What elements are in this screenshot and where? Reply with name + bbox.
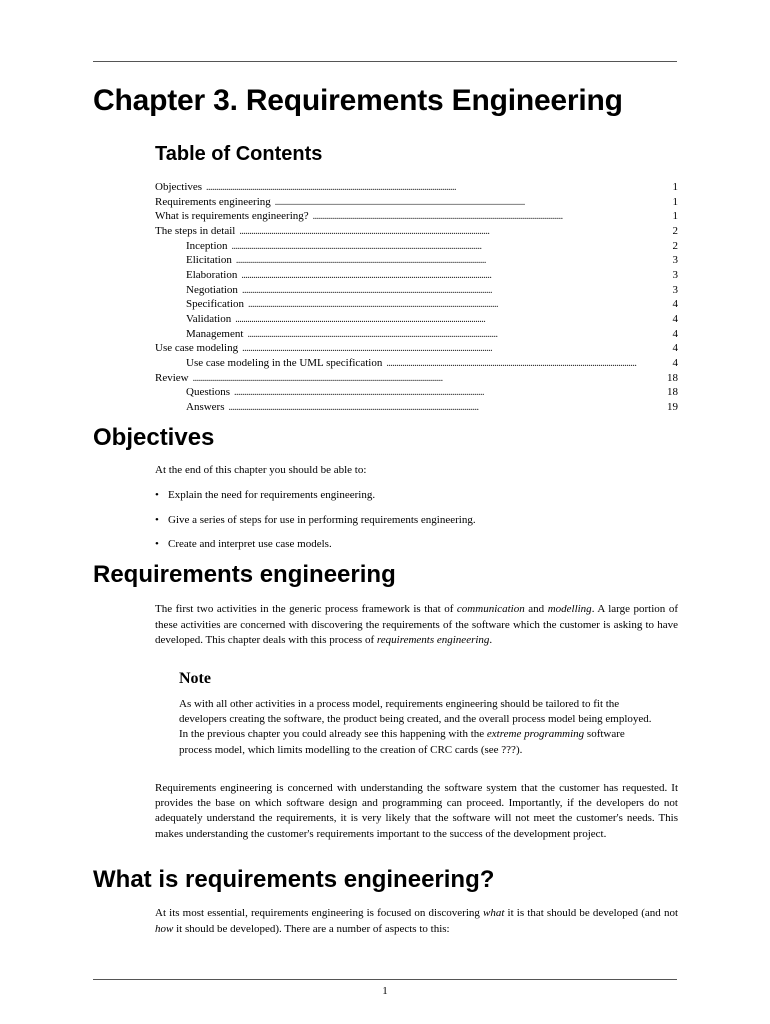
list-item: • Give a series of steps for use in performing requirements engineering. <box>155 513 678 538</box>
toc-entry-requirements-engineering[interactable]: Requirements engineering . . . 1 <box>155 195 678 210</box>
toc-heading: Table of Contents <box>155 143 323 165</box>
toc-entry-validation[interactable]: Validation . . . 4 <box>155 312 678 327</box>
header-rule <box>93 61 677 62</box>
toc-entry-questions[interactable]: Questions . . . 18 <box>155 385 678 400</box>
toc-entry-specification[interactable]: Specification . . . 4 <box>155 297 678 312</box>
what-is-paragraph: At its most essential, requirements engineering is focused on discovering what it is that should be developed (and not how it should be developed). There are a number of aspects to this: <box>155 907 679 935</box>
toc-entry-management[interactable]: Management . . . 4 <box>155 327 678 342</box>
list-item: • Create and interpret use case models. <box>155 537 678 562</box>
what-is-heading: What is requirements engineering? <box>93 866 495 893</box>
toc-entry-elaboration[interactable]: Elaboration . . . 3 <box>155 268 678 283</box>
toc-entry-inception[interactable]: Inception . . . 2 <box>155 239 678 254</box>
chapter-title: Chapter 3. Requirements Engineering <box>93 84 623 117</box>
toc-entry-use-case-modeling[interactable]: Use case modeling . . . 4 <box>155 341 678 356</box>
note-title: Note <box>179 670 211 687</box>
toc-entry-use-case-uml[interactable]: Use case modeling in the UML specification . . . 4 <box>155 356 678 371</box>
footer-rule <box>93 979 677 980</box>
toc-entry-review[interactable]: Review . . . 18 <box>155 371 678 386</box>
toc-entry-elicitation[interactable]: Elicitation . . . 3 <box>155 253 678 268</box>
toc-entry-negotiation[interactable]: Negotiation . . . 3 <box>155 283 678 298</box>
objectives-heading: Objectives <box>93 424 215 451</box>
requirements-engineering-paragraph-2: Requirements engineering is concerned with understanding the software system that the customer has requested. It provides the base on which software design and programming can proceed. Importantly, if the developers do not adequately understand the requirements, it is very likely that the software will not meet the customer's needs. This makes understanding the customer's requirements important to the success of the development project. <box>155 782 678 840</box>
objectives-intro: At the end of this chapter you should be able to: <box>155 464 367 476</box>
objectives-list <box>155 488 678 562</box>
note-body: As with all other activities in a process model, requirements engineering should be tailored to fit the developers creating the software, the product being created, and the overall process model being employed. In the previous chapter you could already see this happening with the extreme programming software process model, which limits modelling to the creation of CRC cards (see ???). <box>179 698 652 756</box>
toc-entry-objectives[interactable]: Objectives . . . 1 <box>155 180 678 195</box>
list-item: • Explain the need for requirements engineering. <box>155 488 678 513</box>
toc-entry-steps-in-detail[interactable]: The steps in detail . . . 2 <box>155 224 678 239</box>
page-number: 1 <box>382 985 388 997</box>
toc-entry-what-is[interactable]: What is requirements engineering? . . . 1 <box>155 209 678 224</box>
requirements-engineering-paragraph-1: The first two activities in the generic process framework is that of communication and modelling. A large portion of these activities are concerned with discovering the requirements of the software which the customer is asking to have developed. This chapter deals with this process of requirements engineering. <box>155 603 678 646</box>
toc-entry-answers[interactable]: Answers . . . 19 <box>155 400 678 415</box>
requirements-engineering-heading: Requirements engineering <box>93 561 396 588</box>
table-of-contents <box>155 180 678 415</box>
